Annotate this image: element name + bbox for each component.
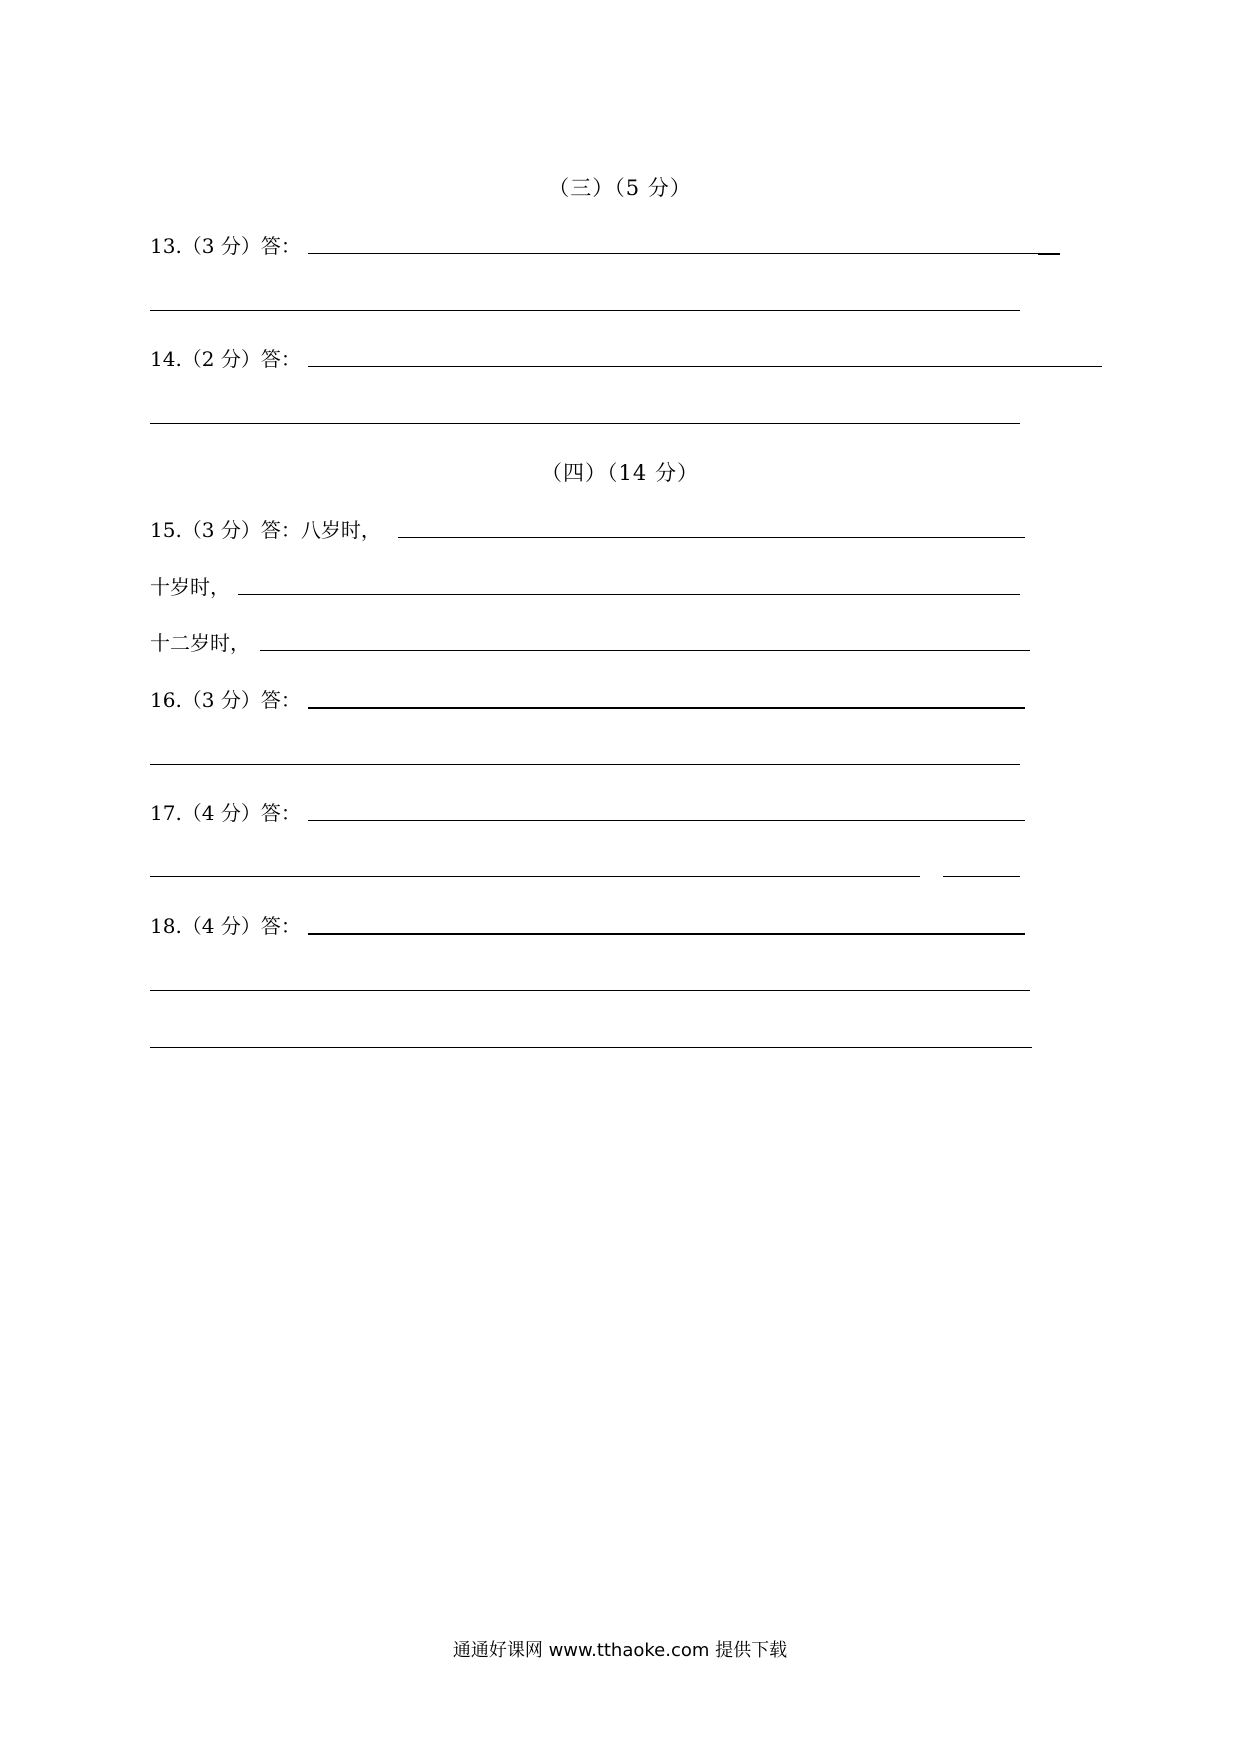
answer-line-17-1[interactable] [308,820,1025,821]
question-15-twelve-label: 十二岁时， [150,631,250,655]
answer-line-13-1[interactable] [308,253,1038,254]
answer-line-18-3[interactable] [150,1047,1032,1048]
answer-line-14-2[interactable] [150,423,1020,424]
answer-line-15-eight[interactable] [398,537,1025,538]
answer-line-15-ten[interactable] [238,594,1020,595]
question-13-label: 13.（3 分）答： [150,234,301,258]
footer-credit: 通通好课网 www.tthaoke.com 提供下载 [452,1640,788,1661]
answer-line-16-2[interactable] [150,764,1020,765]
answer-line-13-2[interactable] [150,310,1020,311]
answer-line-14-1[interactable] [308,366,1038,367]
question-18-label: 18.（4 分）答： [150,914,301,938]
answer-line-13-tail [1038,253,1060,255]
answer-line-18-2[interactable] [150,990,1030,991]
section-3-title: （三）（5 分） [548,176,692,200]
question-15-ten-label: 十岁时， [150,575,230,599]
answer-line-16-1[interactable] [308,707,1025,709]
question-16-label: 16.（3 分）答： [150,688,301,712]
answer-line-17-2[interactable] [150,876,920,877]
answer-line-18-1[interactable] [308,933,1025,935]
question-15-label: 15.（3 分）答：八岁时， [150,518,381,542]
question-14-label: 14.（2 分）答： [150,347,301,371]
answer-line-15-twelve[interactable] [260,650,1030,651]
section-4-title: （四）（14 分） [541,461,699,485]
question-17-label: 17.（4 分）答： [150,801,301,825]
answer-line-17-tail [943,876,1020,877]
answer-line-14-tail [1038,366,1102,367]
